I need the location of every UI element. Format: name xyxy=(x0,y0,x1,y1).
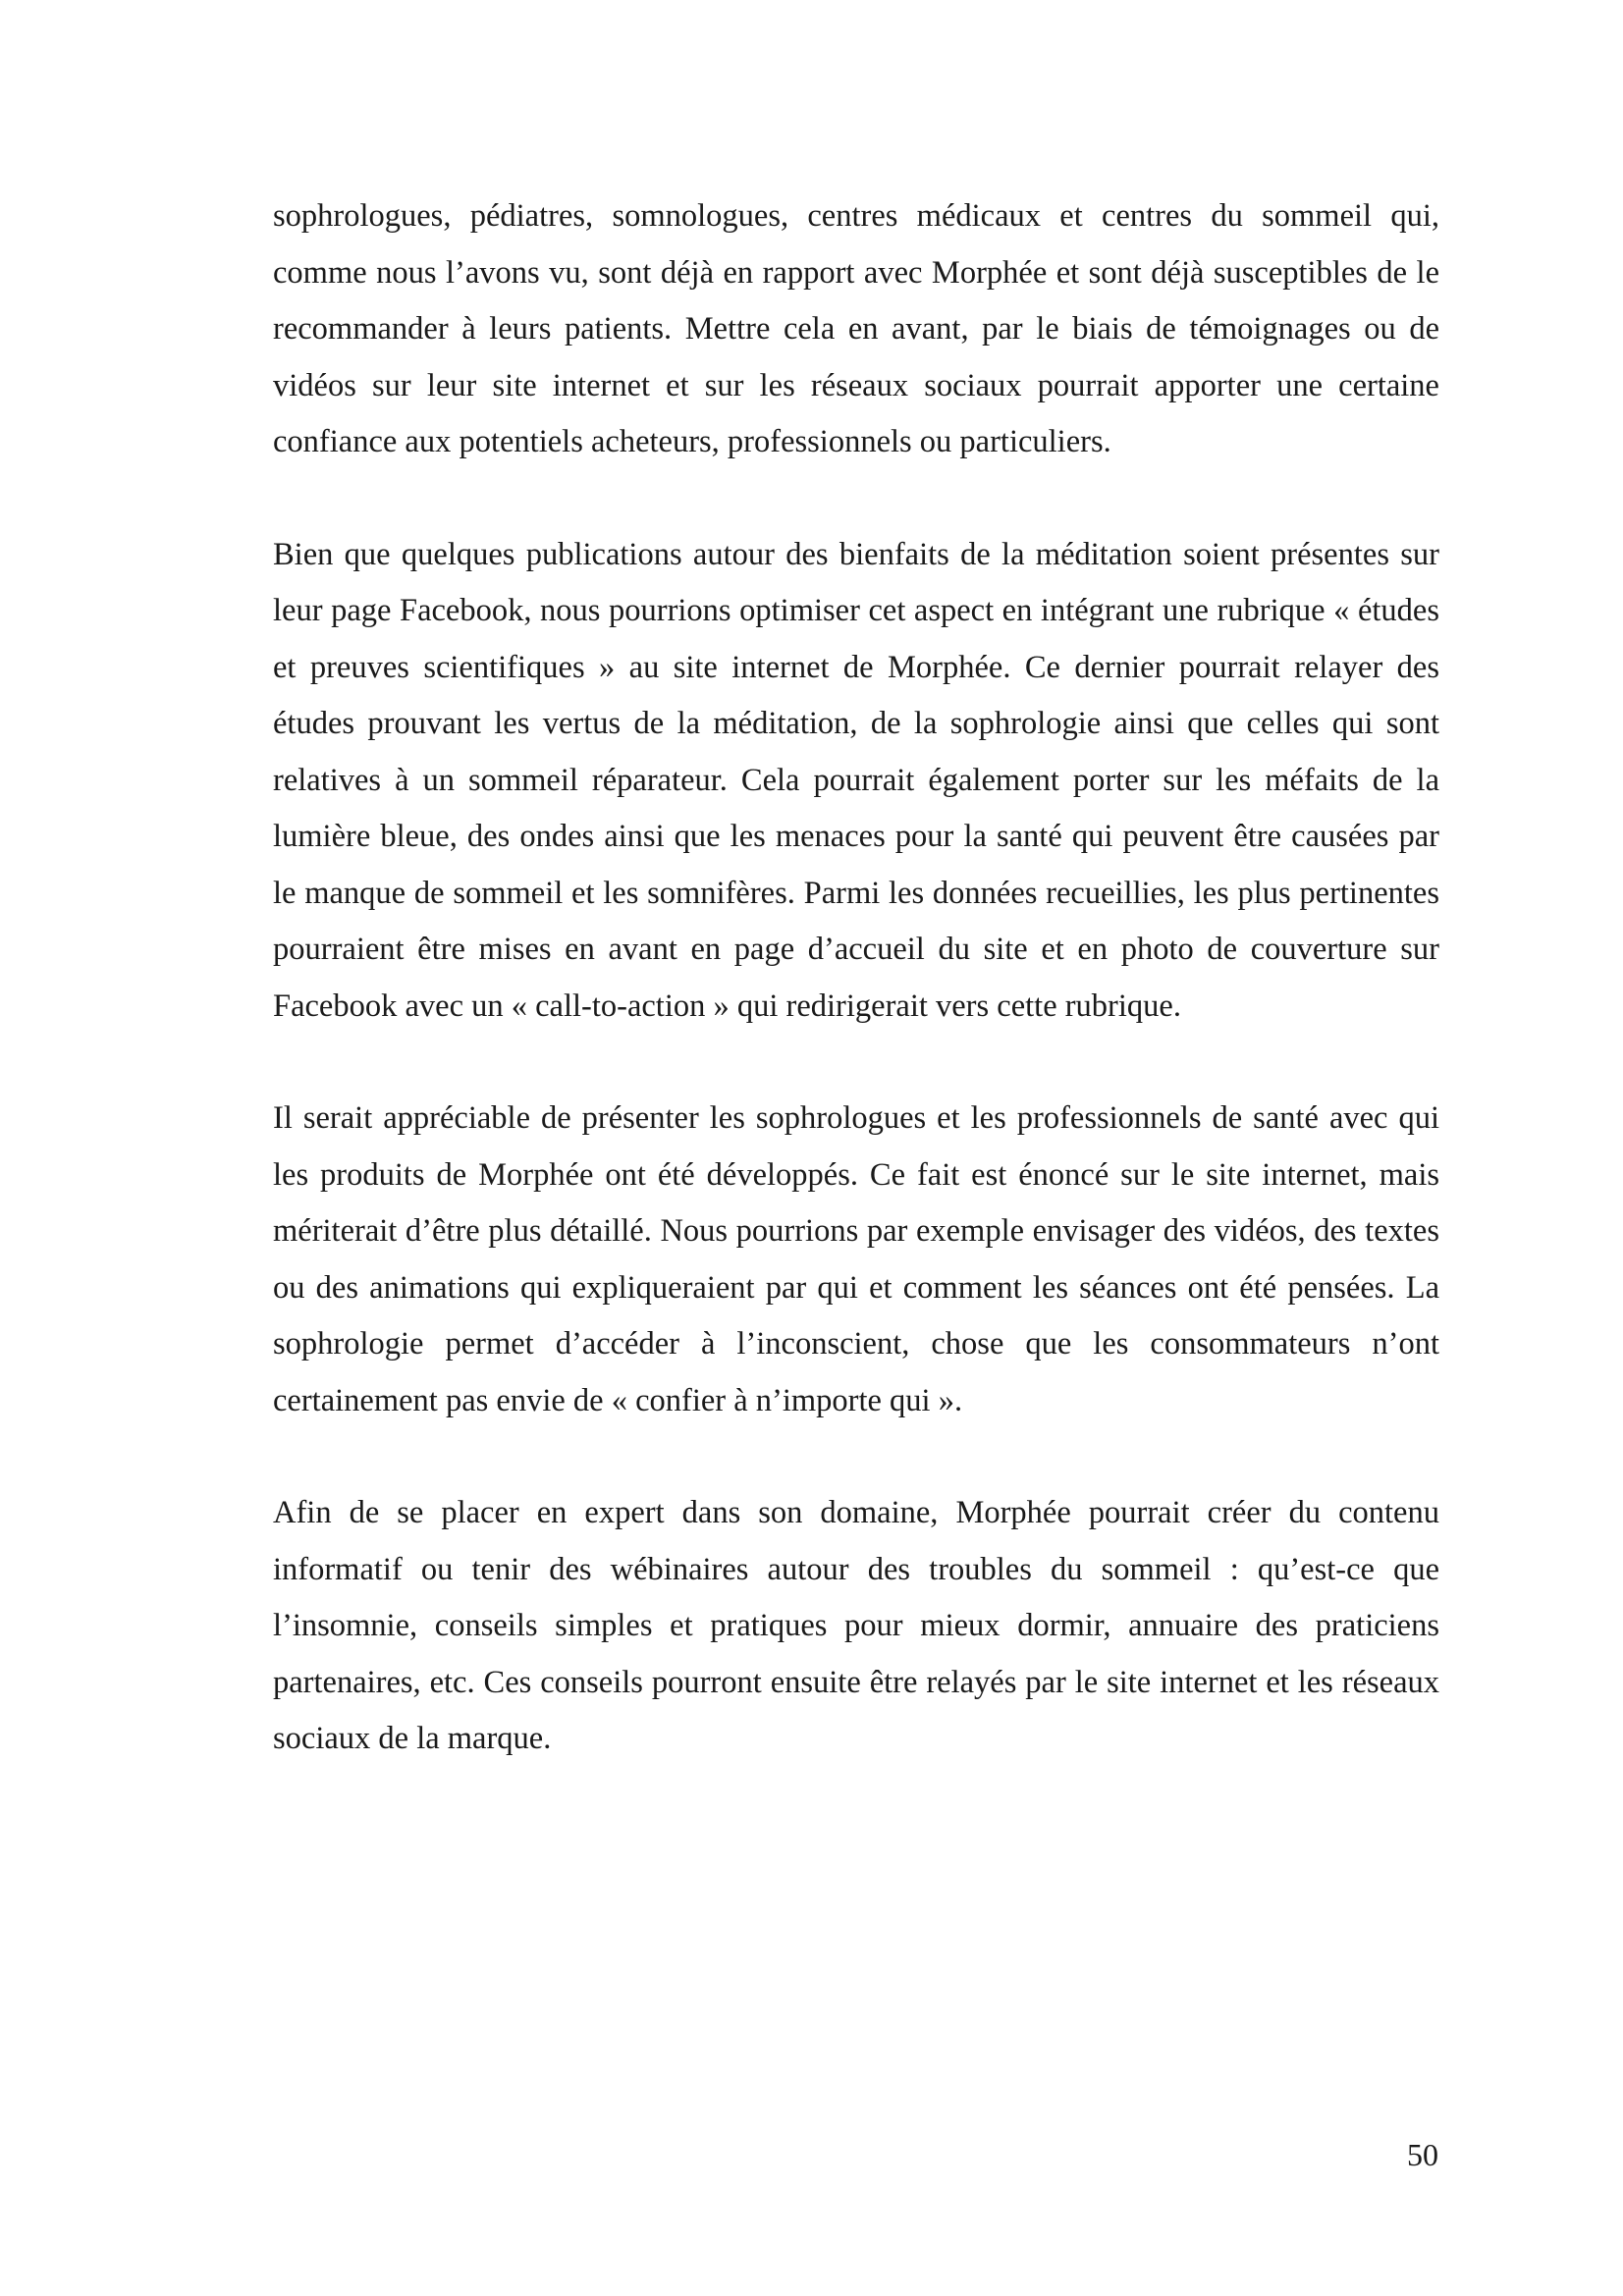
paragraph-1: sophrologues, pédiatres, somnologues, centres médicaux et centres du sommeil qui, comme nous l’avons vu, sont déjà en rapport avec Morphée et sont déjà susceptibles de le recommander à leurs patients. Mettre cela en avant, par le biais de témoignages ou de vidéos sur leur site internet et sur les réseaux sociaux pourrait apporter une certaine confiance aux potentiels acheteurs, professionnels ou particuliers. xyxy=(273,198,1439,459)
paragraph-3: Il serait appréciable de présenter les sophrologues et les professionnels de santé avec qui les produits de Morphée ont été développés. Ce fait est énoncé sur le site internet, mais mériterait d’être plus détaillé. Nous pourrions par exemple envisager des vidéos, des textes ou des animations qui expliqueraient par qui et comment les séances ont été pensées. La sophrologie permet d’accéder à l’inconscient, chose que les consommateurs n’ont certainement pas envie de « confier à n’importe qui ». xyxy=(273,1100,1439,1418)
paragraph-4: Afin de se placer en expert dans son domaine, Morphée pourrait créer du contenu informatif ou tenir des wébinaires autour des troubles du sommeil : qu’est-ce que l’insomnie, conseils simples et pratiques pour mieux dormir, annuaire des praticiens partenaires, etc. Ces conseils pourront ensuite être relayés par le site internet et les réseaux sociaux de la marque. xyxy=(273,1495,1439,1756)
page-number: 50 xyxy=(1407,2137,1438,2172)
paragraph-2: Bien que quelques publications autour des bienfaits de la méditation soient présentes sur leur page Facebook, nous pourrions optimiser cet aspect en intégrant une rubrique « études et preuves scientifiques » au site internet de Morphée. Ce dernier pourrait relayer des études prouvant les vertus de la méditation, de la sophrologie ainsi que celles qui sont relatives à un sommeil réparateur. Cela pourrait également porter sur les méfaits de la lumière bleue, des ondes ainsi que les menaces pour la santé qui peuvent être causées par le manque de sommeil et les somnifères. Parmi les données recueillies, les plus pertinentes pourraient être mises en avant en page d’accueil du site et en photo de couverture sur Facebook avec un « call-to-action » qui redirigerait vers cette rubrique. xyxy=(273,536,1439,1024)
body-text xyxy=(273,188,1439,1824)
